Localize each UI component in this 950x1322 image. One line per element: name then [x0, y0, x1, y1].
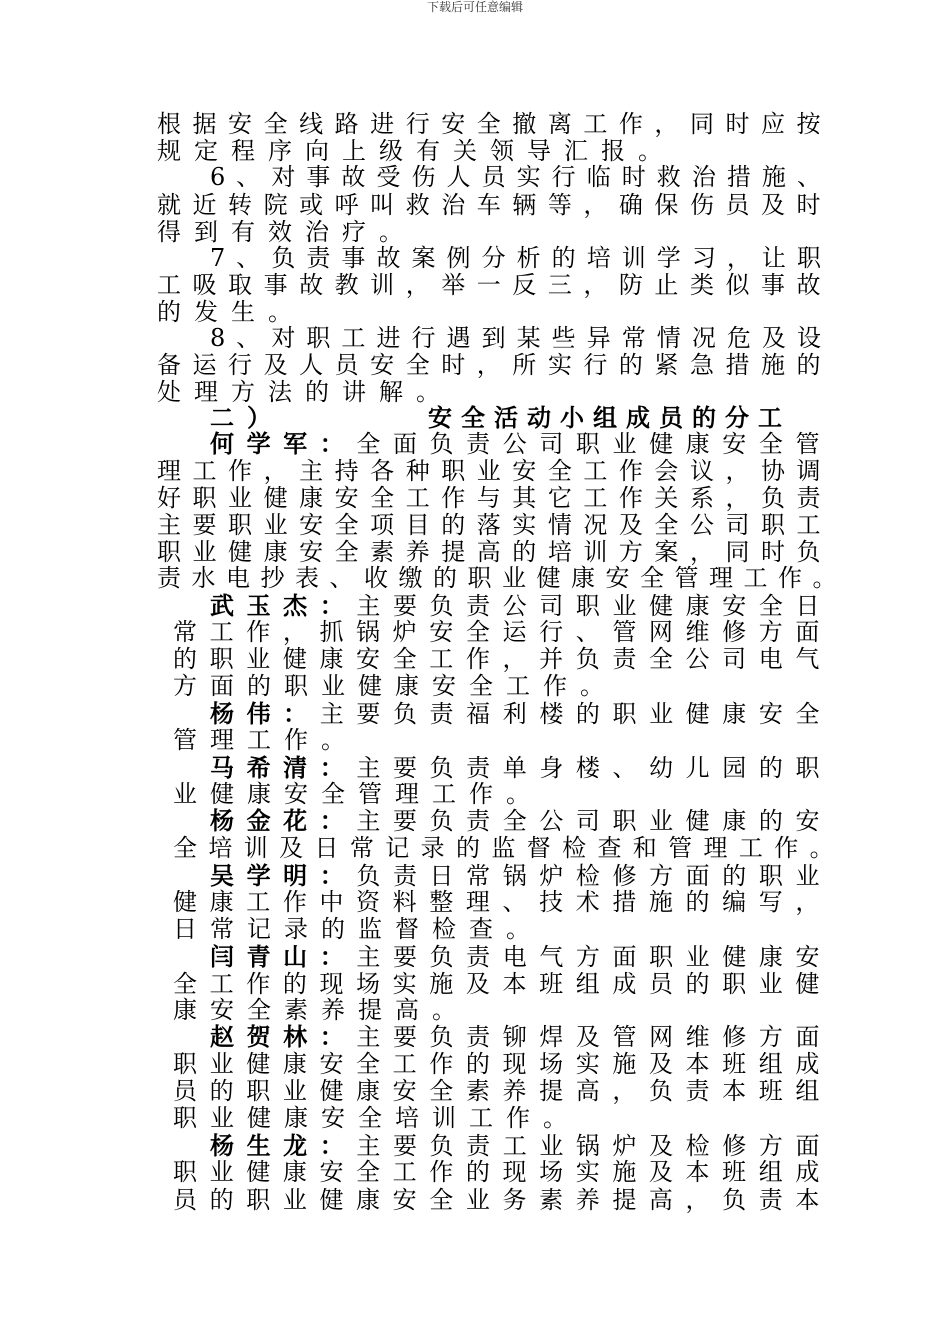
member-name: 吴学明：	[210, 862, 357, 890]
line-text: 员的职业健康安全素养提高，负责本班组	[173, 1077, 832, 1105]
text-line	[157, 298, 305, 326]
text-line	[210, 404, 791, 432]
text-line	[173, 780, 543, 808]
line-text: 规定程序向上级有关领导汇报。	[157, 137, 675, 165]
text-line	[157, 191, 832, 219]
text-line	[210, 700, 832, 728]
line-text: 职业健康安全工作的现场实施及本班组成	[173, 1158, 832, 1186]
line-text: 主要负责单身楼、幼儿园的职	[356, 754, 833, 782]
line-text: 6、对事故受伤人员实行临时救治措施、	[210, 163, 832, 191]
line-text: 全培训及日常记录的监督检查和管理工作。	[173, 834, 846, 862]
line-text: 职业健康安全素养提高的培训方案，同时负	[157, 538, 833, 566]
text-line	[173, 1104, 580, 1132]
text-line	[210, 1132, 832, 1160]
text-line	[210, 943, 832, 971]
line-text: 主要负责电气方面职业健康安	[356, 943, 833, 971]
text-line	[173, 888, 832, 916]
text-line	[173, 996, 469, 1024]
text-line	[173, 726, 358, 754]
member-name: 闫青山：	[210, 943, 357, 971]
line-text: 全工作的现场实施及本班组成员的职业健	[173, 970, 832, 998]
section-title: 安全活动小组成员的分工	[428, 404, 791, 432]
text-line	[173, 1050, 832, 1078]
text-line	[157, 378, 453, 406]
text-line	[157, 351, 832, 379]
line-text: 好职业健康安全工作与其它工作关系，负责	[157, 484, 833, 512]
member-name: 杨生龙：	[210, 1132, 357, 1160]
line-text: 7、负责事故案例分析的培训学习，让职	[210, 244, 832, 272]
line-text: 健康工作中资料整理、技术措施的编写，	[173, 888, 832, 916]
text-line	[210, 754, 832, 782]
text-line	[210, 807, 832, 835]
member-name: 杨金花：	[210, 807, 357, 835]
member-name: 赵贺林：	[210, 1023, 357, 1051]
text-line	[210, 163, 832, 191]
text-line	[157, 271, 832, 299]
line-text: 常工作，抓锅炉安全运行、管网维修方面	[173, 618, 832, 646]
line-text: 理工作，主持各种职业安全工作会议，协调	[157, 457, 833, 485]
text-line	[173, 834, 845, 862]
text-line	[173, 618, 832, 646]
text-line	[173, 645, 832, 673]
text-line	[173, 970, 832, 998]
text-line	[210, 324, 832, 352]
line-text: 主要负责公司职业健康安全日	[356, 592, 833, 620]
member-name: 武玉杰：	[210, 592, 357, 620]
text-line	[157, 564, 847, 592]
member-name: 杨伟：	[210, 700, 320, 728]
line-text: 主要职业安全项目的落实情况及全公司职工	[157, 511, 833, 539]
line-text: 方面的职业健康安全工作。	[173, 672, 617, 700]
text-line	[157, 218, 416, 246]
text-line	[157, 538, 832, 566]
line-text: 备运行及人员安全时，所实行的紧急措施的	[157, 351, 833, 379]
member-name: 何学军：	[210, 430, 357, 458]
line-text: 主要负责全公司职业健康的安	[356, 807, 833, 835]
page-header: 下载后可任意编辑	[426, 0, 523, 14]
text-line	[210, 1023, 832, 1051]
text-line	[157, 511, 832, 539]
line-text: 工吸取事故教训，举一反三，防止类似事故	[157, 271, 833, 299]
line-text: 主要负责铆焊及管网维修方面	[356, 1023, 833, 1051]
text-line	[157, 110, 832, 138]
text-line	[210, 862, 832, 890]
line-text: 负责日常锅炉检修方面的职业	[356, 862, 833, 890]
line-text: 处理方法的讲解。	[157, 378, 453, 406]
line-text: 职业健康安全工作的现场实施及本班组成	[173, 1050, 832, 1078]
text-line	[210, 592, 832, 620]
line-text: 主要负责工业锅炉及检修方面	[356, 1132, 833, 1160]
text-line	[157, 457, 832, 485]
line-text: 得到有效治疗。	[157, 218, 416, 246]
text-line	[173, 1186, 832, 1214]
line-text: 就近转院或呼叫救治车辆等，确保伤员及时	[157, 191, 833, 219]
text-line	[157, 484, 832, 512]
line-text: 的职业健康安全工作，并负责全公司电气	[173, 645, 832, 673]
line-text: 根据安全线路进行安全撤离工作，同时应按	[157, 110, 833, 138]
line-text: 责水电抄表、收缴的职业健康安全管理工作。	[157, 564, 847, 592]
text-line	[210, 430, 832, 458]
line-text: 员的职业健康安全业务素养提高，负责本	[173, 1186, 832, 1214]
line-text: 的发生。	[157, 298, 305, 326]
line-text: 主要负责福利楼的职业健康安全	[319, 700, 833, 728]
text-line	[173, 1077, 832, 1105]
line-text: 日常记录的监督检查。	[173, 915, 543, 943]
line-text: 业健康安全管理工作。	[173, 780, 543, 808]
text-line	[173, 672, 617, 700]
line-text: 职业健康安全培训工作。	[173, 1104, 580, 1132]
text-line	[157, 137, 675, 165]
line-text: 8、对职工进行遇到某些异常情况危及设	[210, 324, 832, 352]
text-line	[210, 244, 832, 272]
line-text: 管理工作。	[173, 726, 358, 754]
text-line	[173, 1158, 832, 1186]
line-text: 康安全素养提高。	[173, 996, 469, 1024]
text-line	[173, 915, 543, 943]
member-name: 马希清：	[210, 754, 357, 782]
section-number: 二）	[210, 404, 284, 432]
line-text: 全面负责公司职业健康安全管	[356, 430, 833, 458]
